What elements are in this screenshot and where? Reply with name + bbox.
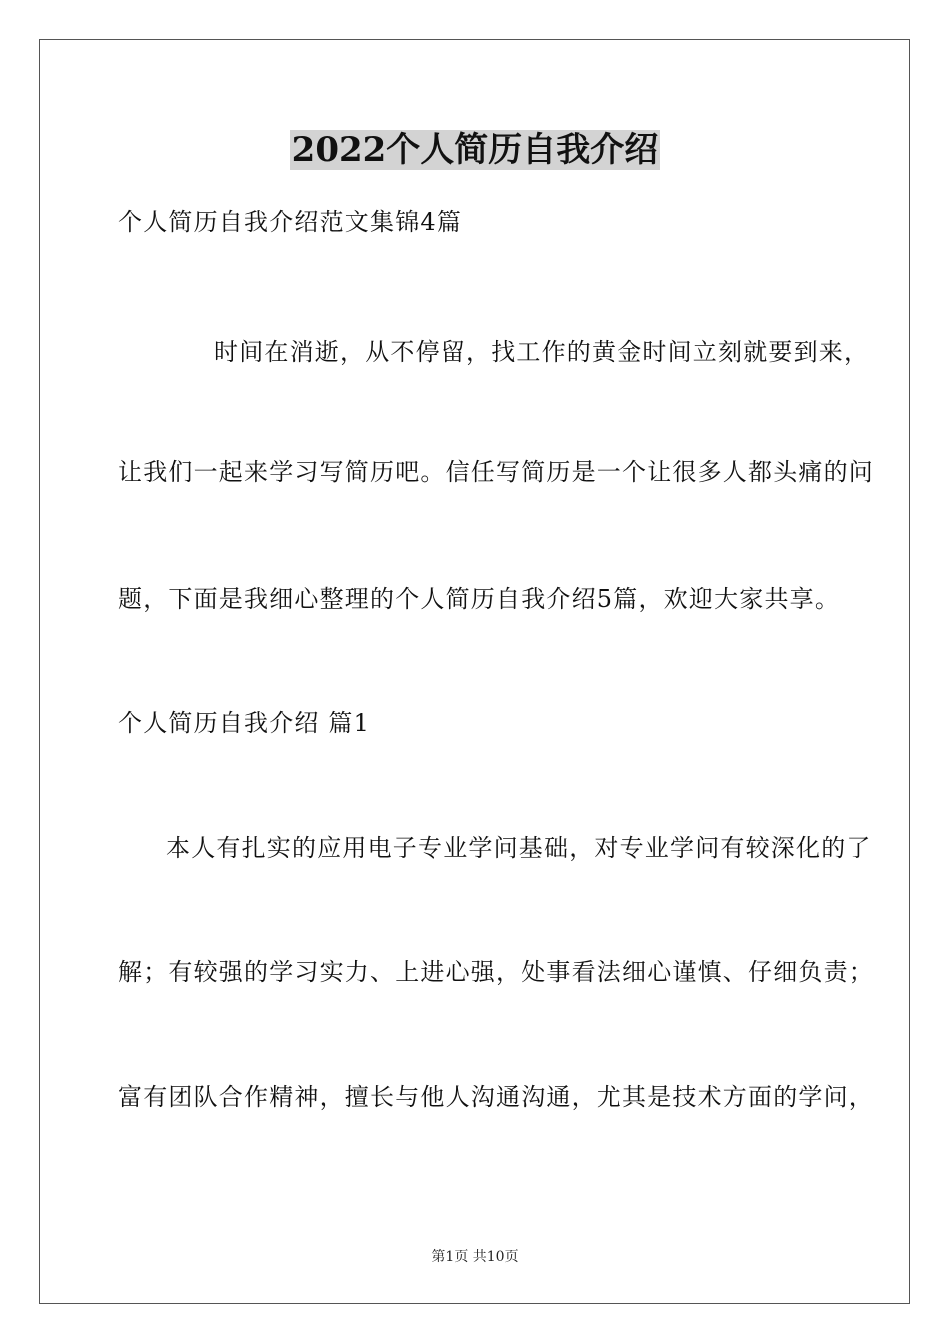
document-title-text: 2022个人简历自我介绍 [291,130,659,170]
document-title [0,126,950,174]
section-heading-1: 个人简历自我介绍 篇1 [118,709,371,737]
section-1-line-1: 本人有扎实的应用电子专业学问基础，对专业学问有较深化的了 [166,834,872,862]
section-1-line-3: 富有团队合作精神，擅长与他人沟通沟通，尤其是技术方面的学问， [118,1083,874,1111]
intro-paragraph-line-3: 题，下面是我细心整理的个人简历自我介绍5篇，欢迎大家共享。 [118,585,841,613]
intro-paragraph-line-1: 时间在消逝，从不停留，找工作的黄金时间立刻就要到来， [214,338,870,366]
section-1-line-2: 解；有较强的学习实力、上进心强，处事看法细心谨慎、仔细负责； [118,958,874,986]
page-number: 第1页 共10页 [431,1249,519,1265]
intro-paragraph-line-2: 让我们一起来学习写简历吧。信任写简历是一个让很多人都头痛的问 [118,458,874,486]
collection-heading: 个人简历自我介绍范文集锦4篇 [118,208,463,236]
